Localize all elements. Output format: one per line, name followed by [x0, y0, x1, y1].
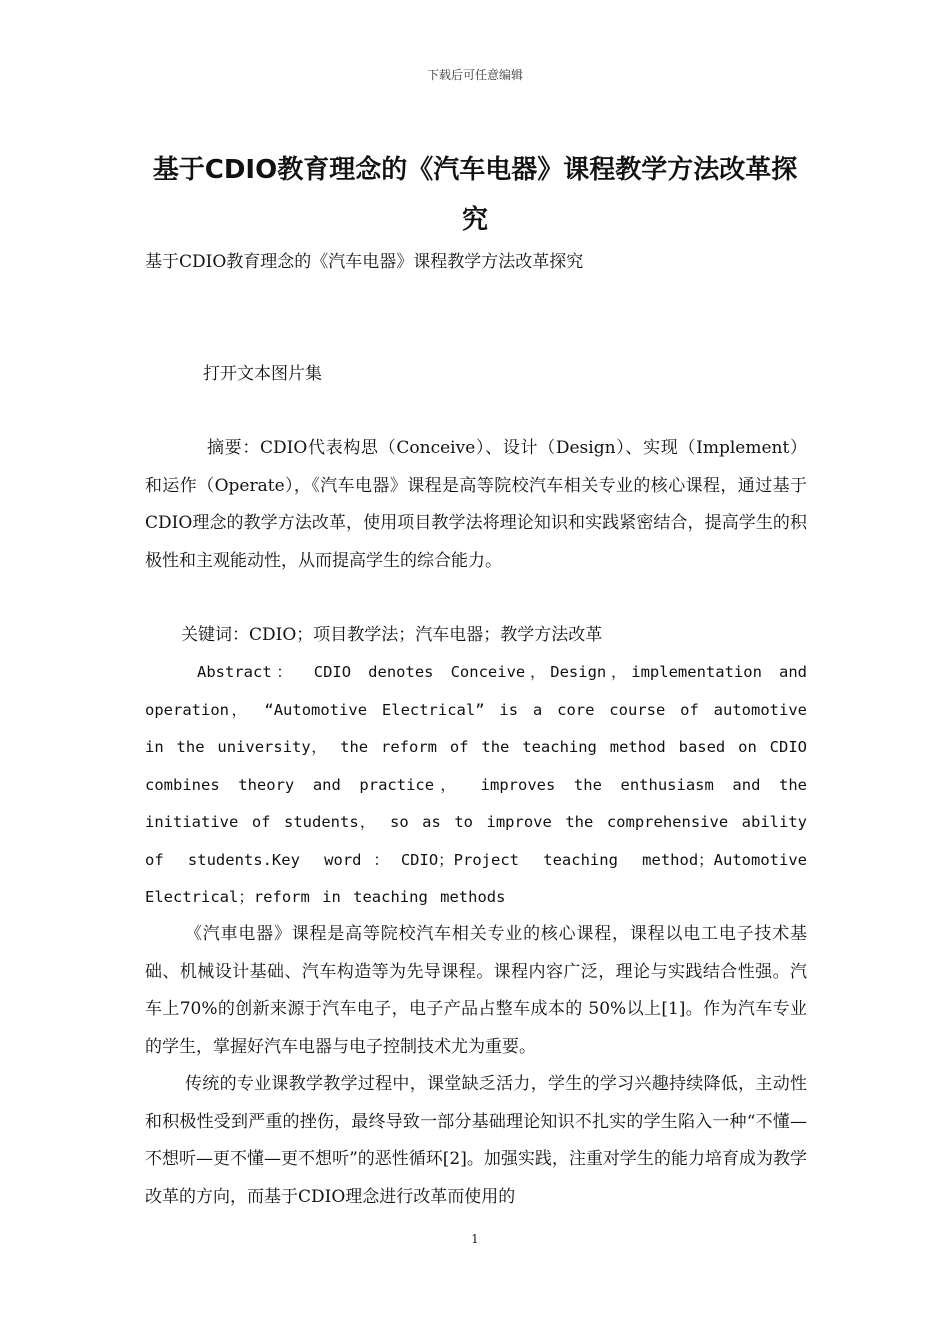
- document-subtitle: 基于CDIO教育理念的《汽车电器》课程教学方法改革探究: [145, 252, 584, 272]
- abstract-chinese: 摘要：CDIO代表构思（Conceive）、设计（Design）、实现（Implement）和运作（Operate），《汽车电器》课程是高等院校汽车相关专业的核心课程，通过基于CDIO理念的教学方法改革，使用项目教学法将理论知识和实践紧密结合，提高学生的积极性和主观能动性，从而提高学生的综合能力。: [145, 438, 807, 571]
- header-note: 下载后可任意编辑: [426, 68, 523, 82]
- abstract-english: Abstract： CDIO denotes Conceive，Design，implementation and operation， “Automotive Electrical” is a core course of automotive in the university， the reform of the teaching method based on CDIO combines theory and practice， improves the enthusiasm and the initiative of students， so as to improve the comprehensive ability of students.Key word：CDIO；Project teaching method；Automotive Electrical；reform in teaching methods: [145, 663, 807, 906]
- body-paragraph: 传统的专业课教学教学过程中，课堂缺乏活力，学生的学习兴趣持续降低，主动性和积极性受到严重的挫伤，最终导致一部分基础理论知识不扎实的学生陷入一种“不懂—不想听—更不懂—更不想听”的恶性循环[2]。加强实践，注重对学生的能力培育成为教学改革的方向，而基于CDIO理念进行改革而使用的: [145, 1074, 807, 1207]
- body-paragraph: 《汽車电器》课程是高等院校汽车相关专业的核心课程，课程以电工电子技术基础、机械设计基础、汽车构造等为先导课程。课程内容广泛，理论与实践结合性强。汽车上70%的创新来源于汽车电子，电子产品占整车成本的 50%以上[1]。作为汽车专业的学生，掌握好汽车电器与电子控制技术尤为重要。: [145, 924, 807, 1057]
- document-title: 基于CDIO教育理念的《汽车电器》课程教学方法改革探究: [152, 155, 798, 235]
- page-number: 1: [471, 1232, 479, 1246]
- open-image-gallery-link[interactable]: 打开文本图片集: [203, 364, 322, 384]
- keywords-chinese: 关键词：CDIO；项目教学法；汽车电器；教学方法改革: [181, 625, 603, 645]
